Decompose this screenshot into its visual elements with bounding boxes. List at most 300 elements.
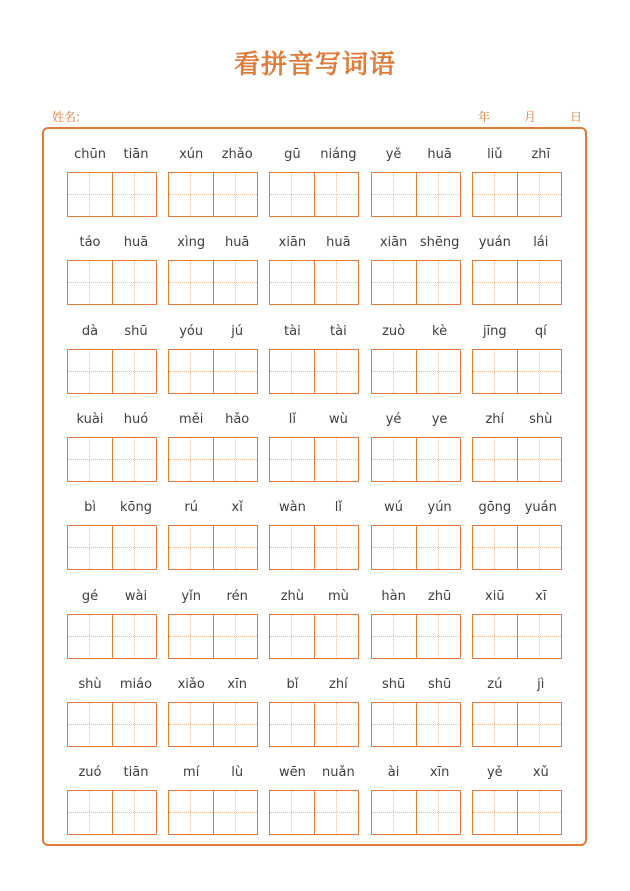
pinyin-label: ài	[387, 765, 400, 781]
tianzige-cell[interactable]	[372, 526, 416, 569]
guide-line-vertical	[291, 615, 292, 658]
guide-line-vertical	[336, 703, 337, 746]
tianzige-cell[interactable]	[68, 350, 112, 393]
word-item	[269, 146, 361, 218]
month-label: 月	[523, 110, 536, 124]
guide-line-vertical	[190, 526, 191, 569]
tianzige-cell[interactable]	[372, 438, 416, 481]
tianzige-cell[interactable]	[213, 791, 257, 834]
pinyin-label: kōng	[120, 500, 152, 516]
pinyin-label: jì	[537, 676, 545, 692]
tianzige-cell[interactable]	[372, 261, 416, 304]
exercise-row	[67, 676, 567, 748]
exercise-row	[67, 764, 567, 836]
guide-line-vertical	[134, 703, 135, 746]
tianzige-cell[interactable]	[213, 350, 257, 393]
guide-line-vertical	[539, 350, 540, 393]
tianzige-cell[interactable]	[517, 261, 561, 304]
pinyin-label: wēn	[278, 765, 306, 781]
pinyin-label: lǐ	[288, 411, 296, 427]
tianzige-cell[interactable]	[473, 526, 517, 569]
guide-line-vertical	[89, 791, 90, 834]
guide-line-vertical	[336, 438, 337, 481]
word-item	[371, 499, 463, 571]
writing-boxes	[371, 260, 461, 305]
writing-boxes	[269, 614, 359, 659]
tianzige-cell[interactable]	[372, 791, 416, 834]
guide-line-vertical	[89, 261, 90, 304]
pinyin-label: bì	[84, 500, 96, 516]
word-item	[371, 764, 463, 836]
guide-line-vertical	[134, 173, 135, 216]
guide-line-vertical	[291, 703, 292, 746]
guide-line-vertical	[134, 526, 135, 569]
pinyin-label: shēng	[419, 235, 460, 251]
writing-boxes	[371, 437, 461, 482]
pinyin-label: zhū	[427, 588, 452, 604]
guide-line-vertical	[494, 438, 495, 481]
tianzige-cell[interactable]	[169, 173, 213, 216]
word-item	[67, 146, 159, 218]
writing-boxes	[472, 172, 562, 217]
exercise-row	[67, 323, 567, 395]
word-item	[269, 323, 361, 395]
tianzige-cell[interactable]	[314, 615, 358, 658]
pinyin-label: ye	[431, 411, 448, 427]
writing-boxes	[168, 349, 258, 394]
tianzige-cell[interactable]	[213, 438, 257, 481]
word-item	[67, 588, 159, 660]
guide-line-vertical	[134, 791, 135, 834]
tianzige-cell[interactable]	[473, 438, 517, 481]
pinyin-label: huā	[326, 235, 351, 251]
pinyin-label: qí	[534, 323, 547, 339]
writing-boxes	[168, 437, 258, 482]
pinyin-label: xīn	[429, 765, 450, 781]
exercise-row	[67, 234, 567, 306]
guide-line-vertical	[393, 526, 394, 569]
word-item	[67, 676, 159, 748]
guide-line-vertical	[190, 615, 191, 658]
tianzige-cell[interactable]	[112, 173, 156, 216]
word-item	[472, 588, 564, 660]
guide-line-vertical	[393, 350, 394, 393]
guide-line-vertical	[134, 350, 135, 393]
word-item	[472, 764, 564, 836]
guide-line-vertical	[190, 173, 191, 216]
pinyin-label: yuán	[478, 235, 511, 251]
tianzige-cell[interactable]	[213, 173, 257, 216]
pinyin-label: gōng	[478, 500, 512, 516]
guide-line-vertical	[494, 526, 495, 569]
tianzige-cell[interactable]	[416, 173, 460, 216]
year-label: 年	[478, 110, 491, 124]
tianzige-cell[interactable]	[68, 173, 112, 216]
pinyin-label: zhí	[329, 676, 348, 692]
guide-line-vertical	[89, 615, 90, 658]
writing-boxes	[67, 349, 157, 394]
word-item	[67, 764, 159, 836]
word-item	[168, 411, 260, 483]
word-item	[371, 411, 463, 483]
tianzige-cell[interactable]	[112, 703, 156, 746]
guide-line-vertical	[438, 261, 439, 304]
guide-line-vertical	[89, 350, 90, 393]
guide-line-vertical	[235, 703, 236, 746]
guide-line-vertical	[539, 438, 540, 481]
guide-line-vertical	[336, 791, 337, 834]
tianzige-cell[interactable]	[416, 791, 460, 834]
tianzige-cell[interactable]	[473, 703, 517, 746]
writing-boxes	[269, 525, 359, 570]
writing-boxes	[371, 614, 461, 659]
pinyin-label: rén	[226, 588, 248, 604]
tianzige-cell[interactable]	[314, 526, 358, 569]
tianzige-cell[interactable]	[169, 350, 213, 393]
tianzige-cell[interactable]	[68, 261, 112, 304]
guide-line-vertical	[235, 615, 236, 658]
word-item	[269, 499, 361, 571]
guide-line-vertical	[438, 173, 439, 216]
writing-boxes	[168, 525, 258, 570]
pinyin-label: wù	[328, 411, 348, 427]
pinyin-label: yóu	[179, 323, 204, 339]
pinyin-label: tài	[284, 323, 301, 339]
pinyin-label: huā	[427, 147, 452, 162]
pinyin-label: hàn	[381, 588, 406, 604]
tianzige-cell[interactable]	[416, 350, 460, 393]
word-item	[269, 676, 361, 748]
word-item	[168, 146, 260, 218]
word-item	[67, 323, 159, 395]
tianzige-cell[interactable]	[270, 261, 314, 304]
word-item	[472, 146, 564, 218]
pinyin-label: zhù	[280, 588, 305, 604]
tianzige-cell[interactable]	[517, 438, 561, 481]
writing-boxes	[168, 702, 258, 747]
tianzige-cell[interactable]	[68, 438, 112, 481]
pinyin-label: yé	[385, 411, 402, 427]
word-item	[472, 499, 564, 571]
pinyin-label: huā	[224, 235, 250, 251]
pinyin-label: shū	[427, 676, 452, 692]
guide-line-vertical	[235, 350, 236, 393]
writing-boxes	[371, 172, 461, 217]
word-item	[472, 411, 564, 483]
pinyin-label: gū	[284, 147, 301, 162]
guide-line-vertical	[336, 526, 337, 569]
tianzige-cell[interactable]	[169, 703, 213, 746]
writing-boxes	[67, 525, 157, 570]
guide-line-vertical	[438, 350, 439, 393]
pinyin-label: lù	[231, 765, 244, 781]
guide-line-vertical	[494, 615, 495, 658]
writing-boxes	[67, 702, 157, 747]
pinyin-label: wàn	[278, 500, 306, 516]
pinyin-label: mù	[327, 588, 349, 604]
tianzige-cell[interactable]	[112, 350, 156, 393]
tianzige-cell[interactable]	[416, 438, 460, 481]
pinyin-label: miáo	[119, 676, 153, 692]
pinyin-label: shù	[78, 676, 102, 692]
tianzige-cell[interactable]	[517, 791, 561, 834]
pinyin-label: shū	[124, 323, 148, 339]
pinyin-label: yě	[486, 765, 503, 781]
tianzige-cell[interactable]	[169, 261, 213, 304]
guide-line-vertical	[89, 526, 90, 569]
guide-line-vertical	[539, 526, 540, 569]
guide-line-vertical	[438, 615, 439, 658]
tianzige-cell[interactable]	[213, 703, 257, 746]
tianzige-cell[interactable]	[416, 615, 460, 658]
guide-line-vertical	[393, 615, 394, 658]
pinyin-label: xiǎo	[177, 676, 205, 692]
pinyin-label: shū	[381, 676, 406, 692]
guide-line-vertical	[539, 791, 540, 834]
writing-boxes	[472, 614, 562, 659]
tianzige-cell[interactable]	[416, 261, 460, 304]
word-item	[371, 234, 463, 306]
pinyin-label: tài	[330, 323, 347, 339]
tianzige-cell[interactable]	[169, 615, 213, 658]
tianzige-cell[interactable]	[270, 615, 314, 658]
pinyin-label: kuài	[76, 411, 104, 427]
word-item	[269, 588, 361, 660]
pinyin-label: yuán	[524, 500, 557, 516]
pinyin-label: tiān	[123, 765, 149, 781]
guide-line-vertical	[393, 791, 394, 834]
guide-line-vertical	[494, 791, 495, 834]
tianzige-cell[interactable]	[416, 526, 460, 569]
tianzige-cell[interactable]	[213, 261, 257, 304]
tianzige-cell[interactable]	[68, 615, 112, 658]
tianzige-cell[interactable]	[314, 261, 358, 304]
tianzige-cell[interactable]	[68, 703, 112, 746]
pinyin-label: kè	[432, 323, 448, 339]
tianzige-cell[interactable]	[270, 791, 314, 834]
writing-boxes	[67, 172, 157, 217]
writing-boxes	[168, 790, 258, 835]
writing-boxes	[168, 614, 258, 659]
guide-line-vertical	[438, 526, 439, 569]
pinyin-label: yǐn	[181, 588, 201, 604]
tianzige-cell[interactable]	[314, 703, 358, 746]
word-item	[168, 588, 260, 660]
tianzige-cell[interactable]	[517, 526, 561, 569]
word-item	[168, 499, 260, 571]
guide-line-vertical	[190, 438, 191, 481]
tianzige-cell[interactable]	[314, 438, 358, 481]
writing-boxes	[168, 172, 258, 217]
guide-line-vertical	[291, 261, 292, 304]
writing-boxes	[371, 525, 461, 570]
writing-boxes	[472, 437, 562, 482]
guide-line-vertical	[190, 261, 191, 304]
guide-line-vertical	[235, 791, 236, 834]
pinyin-label: xīn	[227, 676, 247, 692]
guide-line-vertical	[291, 173, 292, 216]
tianzige-cell[interactable]	[270, 703, 314, 746]
guide-line-vertical	[291, 526, 292, 569]
pinyin-label: lǐ	[334, 500, 342, 516]
guide-line-vertical	[190, 791, 191, 834]
guide-line-vertical	[393, 261, 394, 304]
word-item	[67, 411, 159, 483]
writing-boxes	[371, 349, 461, 394]
tianzige-cell[interactable]	[517, 615, 561, 658]
pinyin-label: xìng	[177, 235, 206, 251]
word-item	[67, 499, 159, 571]
pinyin-label: wú	[384, 500, 404, 516]
word-item	[472, 323, 564, 395]
writing-boxes	[67, 614, 157, 659]
pinyin-label: wài	[124, 588, 148, 604]
word-item	[269, 234, 361, 306]
tianzige-cell[interactable]	[372, 350, 416, 393]
tianzige-cell[interactable]	[314, 173, 358, 216]
tianzige-cell[interactable]	[372, 615, 416, 658]
word-item	[269, 411, 361, 483]
pinyin-label: zhí	[485, 411, 505, 427]
tianzige-cell[interactable]	[270, 350, 314, 393]
tianzige-cell[interactable]	[372, 173, 416, 216]
guide-line-vertical	[235, 438, 236, 481]
writing-boxes	[269, 172, 359, 217]
guide-line-vertical	[539, 615, 540, 658]
tianzige-cell[interactable]	[473, 350, 517, 393]
guide-line-vertical	[336, 350, 337, 393]
exercise-row	[67, 411, 567, 483]
writing-boxes	[371, 702, 461, 747]
tianzige-cell[interactable]	[112, 438, 156, 481]
exercise-row	[67, 499, 567, 571]
pinyin-label: dà	[81, 323, 99, 339]
guide-line-vertical	[134, 261, 135, 304]
tianzige-cell[interactable]	[517, 350, 561, 393]
word-item	[371, 588, 463, 660]
tianzige-cell[interactable]	[314, 791, 358, 834]
pinyin-label: zhī	[531, 147, 551, 162]
tianzige-cell[interactable]	[517, 703, 561, 746]
pinyin-label: bǐ	[286, 676, 299, 692]
tianzige-cell[interactable]	[112, 261, 156, 304]
pinyin-label: liǔ	[487, 147, 503, 162]
guide-line-vertical	[235, 173, 236, 216]
writing-boxes	[472, 702, 562, 747]
writing-boxes	[472, 260, 562, 305]
guide-line-vertical	[336, 615, 337, 658]
guide-line-vertical	[291, 350, 292, 393]
pinyin-label: xiū	[485, 588, 505, 604]
pinyin-label: mí	[183, 765, 200, 781]
pinyin-label: lái	[533, 235, 549, 251]
guide-line-vertical	[291, 438, 292, 481]
guide-line-vertical	[539, 261, 540, 304]
pinyin-label: xún	[179, 147, 204, 162]
guide-line-vertical	[393, 438, 394, 481]
writing-boxes	[269, 349, 359, 394]
pinyin-label: xī	[535, 588, 547, 604]
pinyin-label: xiān	[379, 235, 408, 251]
tianzige-cell[interactable]	[372, 703, 416, 746]
writing-boxes	[269, 790, 359, 835]
pinyin-label: huā	[123, 235, 149, 251]
word-item	[472, 234, 564, 306]
pinyin-label: niáng	[320, 147, 357, 162]
pinyin-label: táo	[79, 235, 101, 251]
pinyin-label: zuò	[382, 323, 406, 339]
pinyin-label: huó	[123, 411, 149, 427]
guide-line-vertical	[336, 173, 337, 216]
tianzige-cell[interactable]	[314, 350, 358, 393]
pinyin-label: rú	[184, 500, 198, 516]
tianzige-cell[interactable]	[416, 703, 460, 746]
tianzige-cell[interactable]	[112, 526, 156, 569]
writing-boxes	[269, 437, 359, 482]
tianzige-cell[interactable]	[169, 526, 213, 569]
tianzige-cell[interactable]	[213, 526, 257, 569]
pinyin-label: zuó	[78, 765, 102, 781]
pinyin-label: nuǎn	[322, 765, 355, 781]
pinyin-label: zhǎo	[221, 147, 253, 162]
writing-boxes	[472, 790, 562, 835]
pinyin-label: gé	[81, 588, 99, 604]
writing-boxes	[472, 525, 562, 570]
writing-boxes	[67, 790, 157, 835]
tianzige-cell[interactable]	[473, 791, 517, 834]
tianzige-cell[interactable]	[473, 173, 517, 216]
worksheet-title: 看拼音写词语	[233, 50, 396, 80]
guide-line-vertical	[438, 438, 439, 481]
pinyin-label: xiān	[278, 235, 307, 251]
guide-line-vertical	[539, 703, 540, 746]
word-item	[371, 676, 463, 748]
word-item	[168, 676, 260, 748]
guide-line-vertical	[89, 703, 90, 746]
tianzige-cell[interactable]	[270, 173, 314, 216]
tianzige-cell[interactable]	[213, 615, 257, 658]
writing-boxes	[269, 260, 359, 305]
tianzige-cell[interactable]	[68, 791, 112, 834]
tianzige-cell[interactable]	[517, 173, 561, 216]
word-item	[168, 234, 260, 306]
writing-boxes	[67, 260, 157, 305]
pinyin-label: zú	[487, 676, 503, 692]
guide-line-vertical	[539, 173, 540, 216]
pinyin-label: xǔ	[532, 765, 549, 781]
guide-line-vertical	[438, 703, 439, 746]
tianzige-cell[interactable]	[473, 261, 517, 304]
pinyin-label: chūn	[74, 147, 106, 162]
word-item	[269, 764, 361, 836]
tianzige-cell[interactable]	[270, 438, 314, 481]
writing-boxes	[371, 790, 461, 835]
tianzige-cell[interactable]	[270, 526, 314, 569]
guide-line-vertical	[393, 703, 394, 746]
word-item	[67, 234, 159, 306]
tianzige-cell[interactable]	[112, 791, 156, 834]
exercise-row	[67, 588, 567, 660]
tianzige-cell[interactable]	[473, 615, 517, 658]
tianzige-cell[interactable]	[169, 438, 213, 481]
guide-line-vertical	[494, 261, 495, 304]
tianzige-cell[interactable]	[68, 526, 112, 569]
tianzige-cell[interactable]	[169, 791, 213, 834]
tianzige-cell[interactable]	[112, 615, 156, 658]
pinyin-label: xǐ	[231, 500, 243, 516]
guide-line-vertical	[393, 173, 394, 216]
word-item	[168, 764, 260, 836]
